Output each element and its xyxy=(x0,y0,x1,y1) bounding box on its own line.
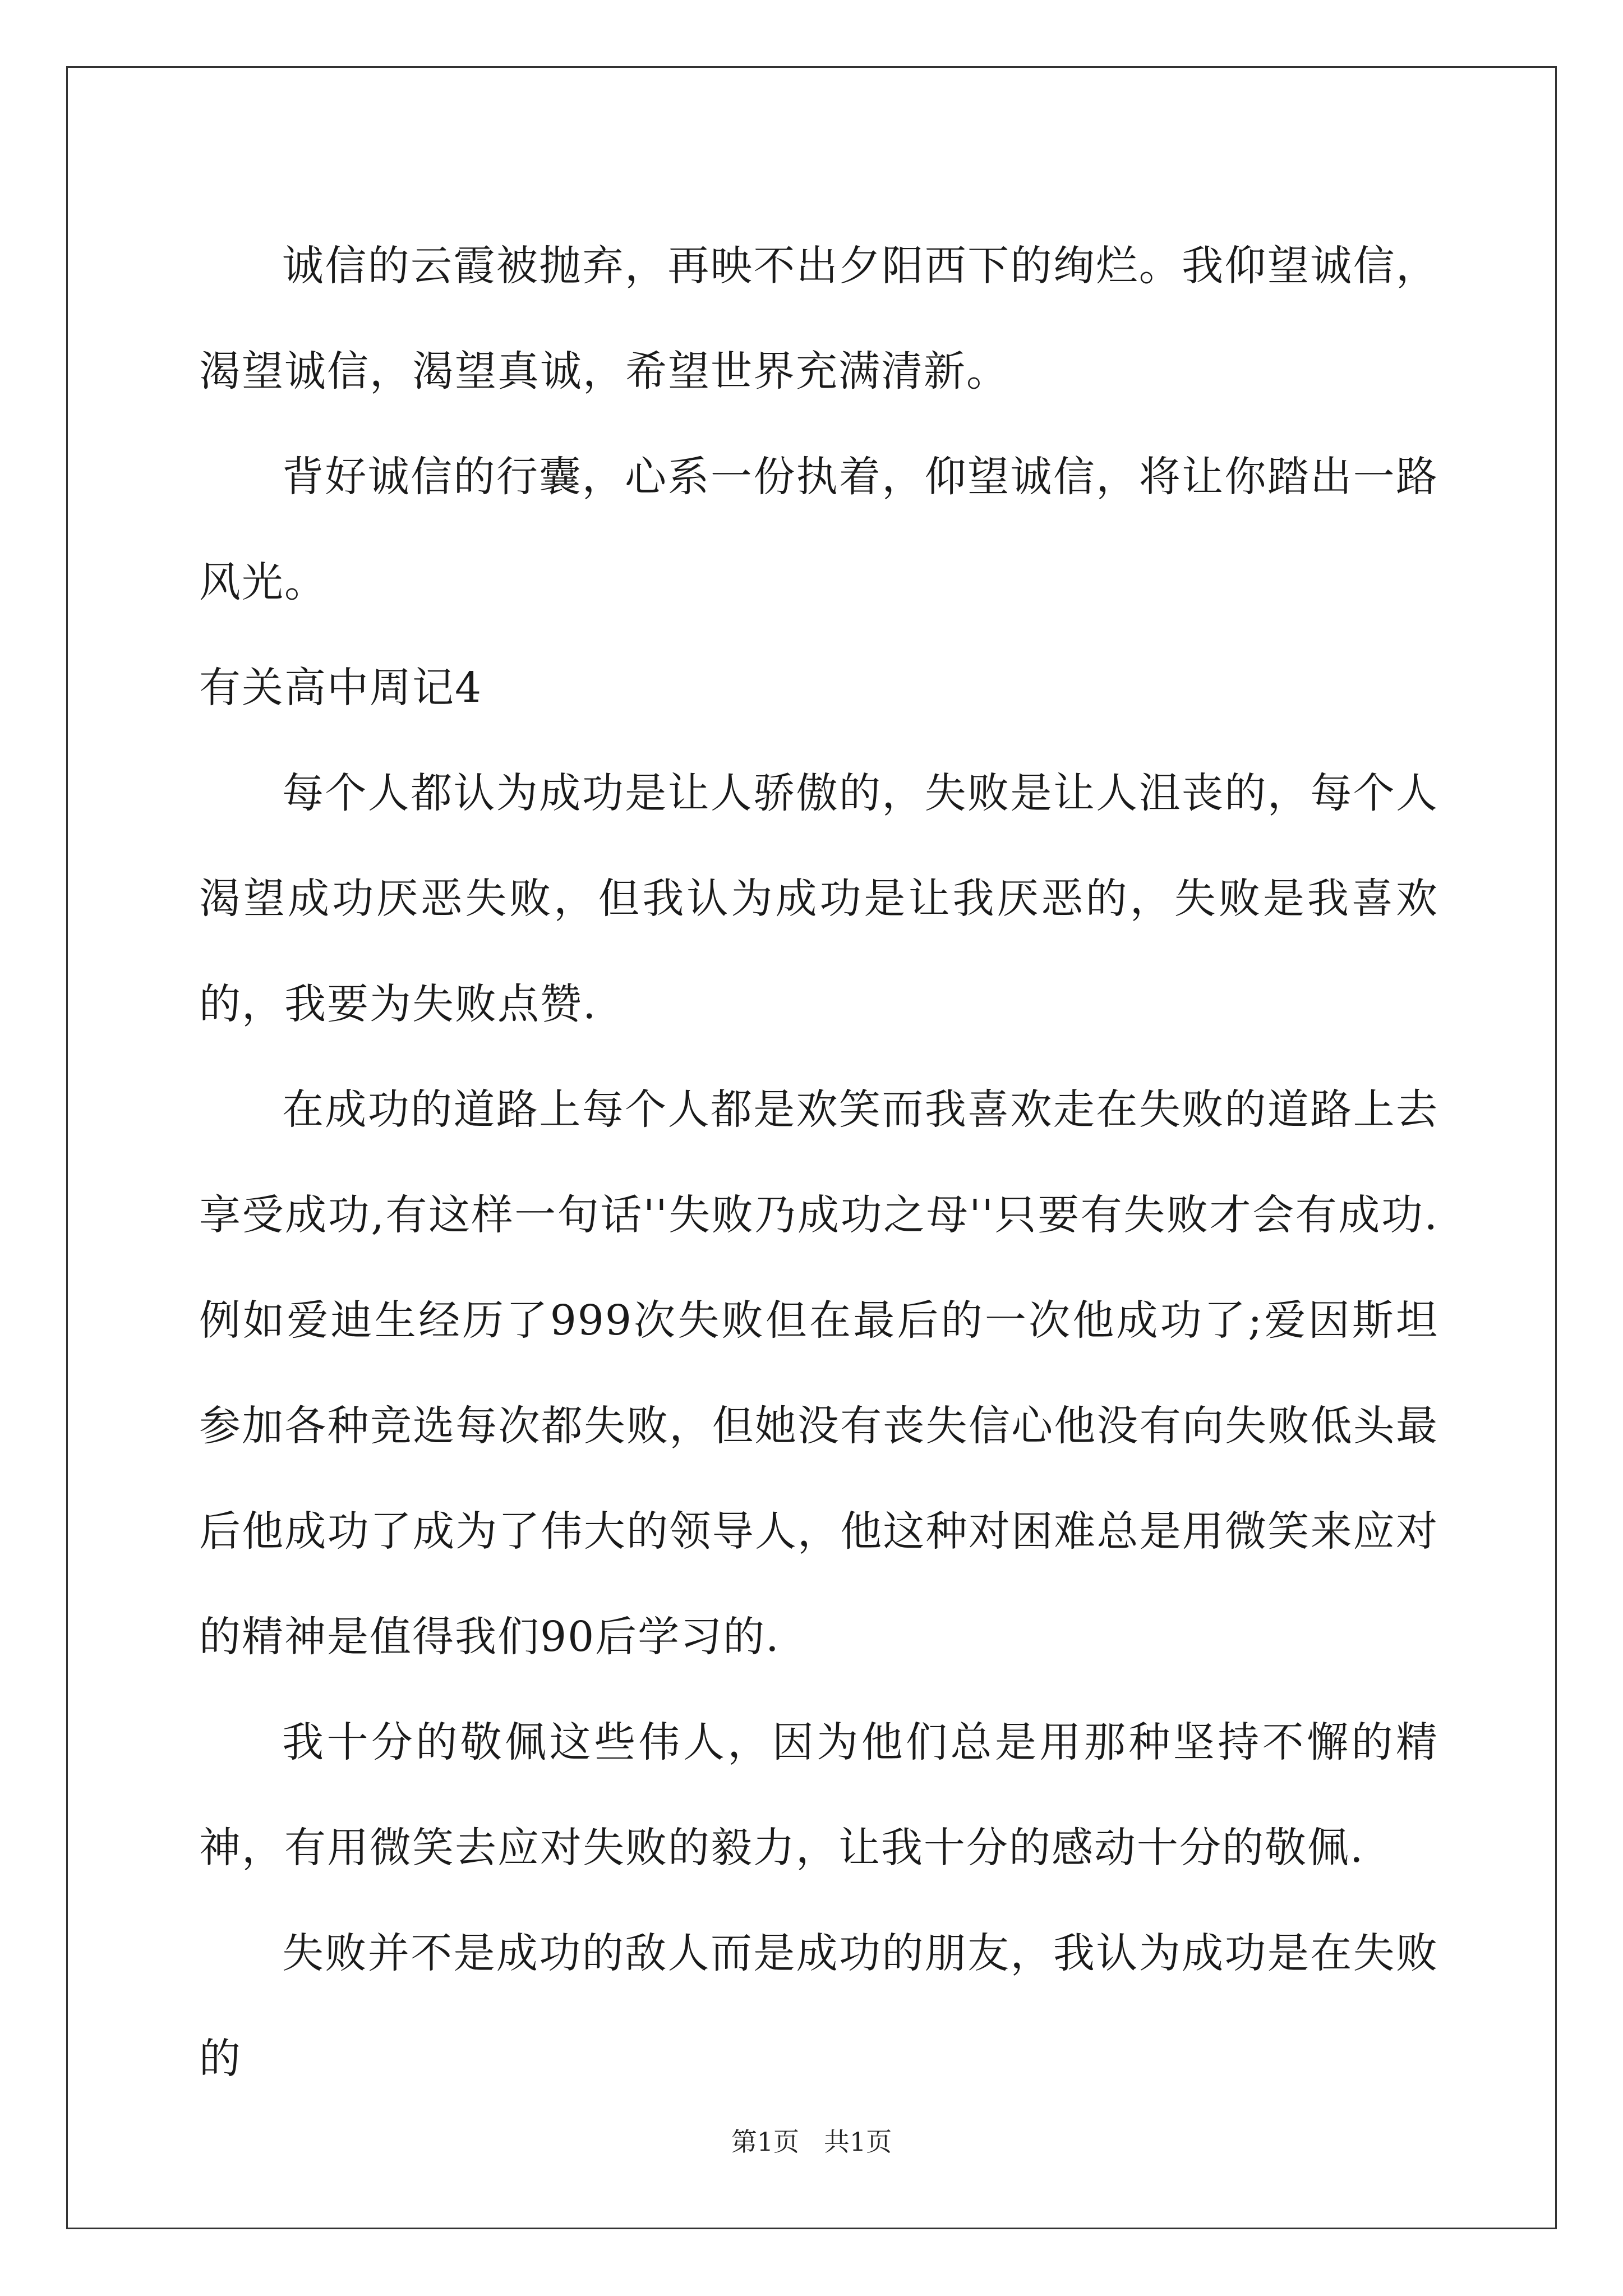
page-footer xyxy=(0,2122,1623,2159)
paragraph-5: 我十分的敬佩这些伟人，因为他们总是用那种坚持不懈的精神，有用微笑去应对失败的毅力，让我十分的感动十分的敬佩. xyxy=(199,1718,1438,1872)
paragraph-6: 失败并不是成功的敌人而是成功的朋友，我认为成功是在失败的 xyxy=(199,1929,1438,2083)
paragraph-1: 诚信的云霞被抛弃，再映不出夕阳西下的绚烂。我仰望诚信，渴望诚信，渴望真诚，希望世界充满清新。 xyxy=(199,242,1438,395)
document-body xyxy=(199,213,1438,2111)
page-number: 第1页 xyxy=(731,2127,800,2157)
page-total: 共1页 xyxy=(823,2127,892,2157)
paragraph-2: 背好诚信的行囊，心系一份执着，仰望诚信，将让你踏出一路风光。 xyxy=(199,453,1438,606)
paragraph-3: 每个人都认为成功是让人骄傲的，失败是让人沮丧的，每个人渴望成功厌恶失败，但我认为成功是让我厌恶的，失败是我喜欢的，我要为失败点赞. xyxy=(199,769,1438,1028)
paragraph-4: 在成功的道路上每个人都是欢笑而我喜欢走在失败的道路上去享受成功,有这样一句话''失败乃成功之母''只要有失败才会有成功.例如爱迪生经历了999次失败但在最后的一次他成功了;爱因斯坦参加各种竞选每次都失败，但她没有丧失信心他没有向失败低头最后他成功了成为了伟大的领导人，他这种对困难总是用微笑来应对的精神是值得我们90后学习的. xyxy=(199,1085,1438,1661)
section-heading: 有关高中周记4 xyxy=(199,664,483,712)
